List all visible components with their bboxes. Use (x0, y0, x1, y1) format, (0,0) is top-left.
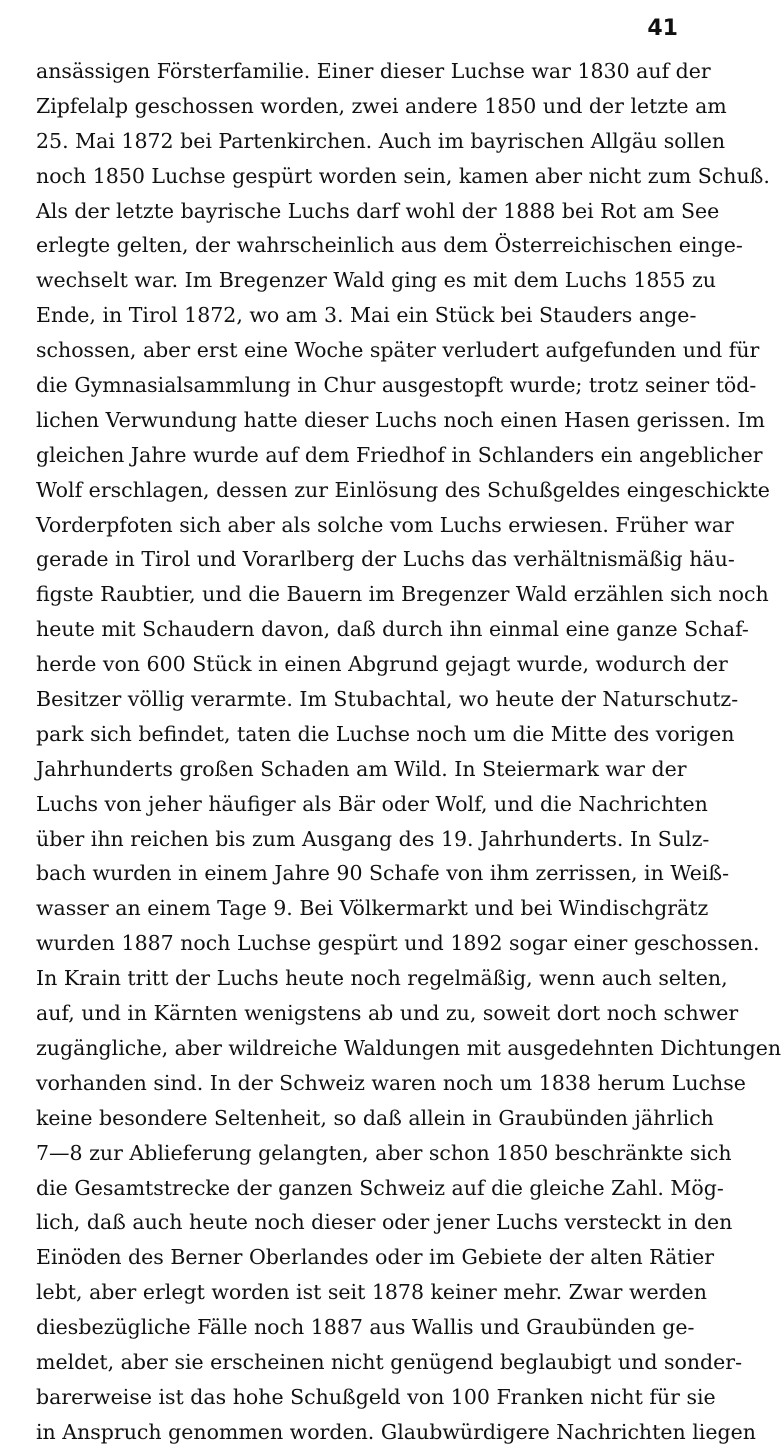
text-line: lich, daß auch heute noch dieser oder jener Luchs versteckt in den (36, 1210, 733, 1235)
text-line: In Krain tritt der Luchs heute noch regelmäßig, wenn auch selten, (36, 966, 728, 991)
text-line: Luchs von jeher häufiger als Bär oder Wolf, und die Nachrichten (36, 791, 708, 816)
text-line: auf, und in Kärnten wenigstens ab und zu, soweit dort noch schwer (36, 1001, 739, 1026)
text-line: figste Raubtier, und die Bauern im Bregenzer Wald erzählen sich noch (36, 582, 769, 607)
text-line: wurden 1887 noch Luchse gespürt und 1892 sogar einer geschossen. (36, 931, 760, 956)
text-line: erlegte gelten, der wahrscheinlich aus dem Österreichischen einge- (36, 233, 743, 258)
text-line: 7—8 zur Ablieferung gelangten, aber schon 1850 beschränkte sich (36, 1140, 732, 1165)
text-line: keine besondere Seltenheit, so daß allein in Graubünden jährlich (36, 1105, 714, 1130)
text-line: lichen Verwundung hatte dieser Luchs noch einen Hasen gerissen. Im (36, 407, 766, 432)
text-line: die Gesamtstrecke der ganzen Schweiz auf die gleiche Zahl. Mög- (36, 1175, 724, 1200)
text-line: Besitzer völlig verarmte. Im Stubachtal, wo heute der Naturschutz- (36, 687, 739, 712)
page-number: 41 (647, 16, 678, 41)
text-line: heute mit Schaudern davon, daß durch ihn einmal eine ganze Schaf- (36, 617, 749, 642)
text-line: noch 1850 Luchse gespürt worden sein, kamen aber nicht zum Schuß. (36, 163, 770, 188)
text-line: zugängliche, aber wildreiche Waldungen mit ausgedehnten Dichtungen (36, 1035, 781, 1060)
text-line: in Anspruch genommen worden. Glaubwürdigere Nachrichten liegen (36, 1419, 756, 1444)
text-line: meldet, aber sie erscheinen nicht genügend beglaubigt und sonder- (36, 1349, 743, 1374)
text-line: ansässigen Försterfamilie. Einer dieser Luchse war 1830 auf der (36, 59, 711, 83)
text-line: wasser an einem Tage 9. Bei Völkermarkt und bei Windischgrätz (36, 896, 709, 921)
text-line: Jahrhunderts großen Schaden am Wild. In Steiermark war der (36, 756, 687, 781)
text-line: gleichen Jahre wurde auf dem Friedhof in Schlanders ein angeblicher (36, 442, 763, 467)
text-line: barerweise ist das hohe Schußgeld von 100 Franken nicht für sie (36, 1384, 716, 1409)
text-line: Als der letzte bayrische Luchs darf wohl der 1888 bei Rot am See (36, 198, 720, 223)
text-line: Ende, in Tirol 1872, wo am 3. Mai ein Stück bei Stauders ange- (36, 303, 697, 328)
text-line: wechselt war. Im Bregenzer Wald ging es mit dem Luchs 1855 zu (36, 268, 717, 293)
text-line: Wolf erschlagen, dessen zur Einlösung des Schußgeldes eingeschickte (36, 477, 770, 502)
text-line: Zipfelalp geschossen worden, zwei andere 1850 und der letzte am (36, 93, 727, 118)
text-line: lebt, aber erlegt worden ist seit 1878 keiner mehr. Zwar werden (36, 1280, 707, 1305)
text-line: park sich befindet, taten die Luchse noch um die Mitte des vorigen (36, 721, 735, 746)
text-line: Einöden des Berner Oberlandes oder im Gebiete der alten Rätier (36, 1245, 715, 1270)
text-line: gerade in Tirol und Vorarlberg der Luchs das verhältnismäßig häu- (36, 547, 735, 572)
text-line: Vorderpfoten sich aber als solche vom Luchs erwiesen. Früher war (36, 512, 734, 537)
text-line: herde von 600 Stück in einen Abgrund gejagt wurde, wodurch der (36, 652, 728, 677)
text-line: die Gymnasialsammlung in Chur ausgestopft wurde; trotz seiner töd- (36, 373, 757, 398)
text-line: diesbezügliche Fälle noch 1887 aus Wallis und Graubünden ge- (36, 1315, 695, 1340)
text-line: über ihn reichen bis zum Ausgang des 19. Jahrhunderts. In Sulz- (36, 826, 710, 851)
text-line: bach wurden in einem Jahre 90 Schafe von ihm zerrissen, in Weiß- (36, 861, 730, 886)
text-line: vorhanden sind. In der Schweiz waren noch um 1838 herum Luchse (36, 1070, 746, 1095)
text-line: schossen, aber erst eine Woche später verludert aufgefunden und für (36, 338, 760, 363)
text-line: 25. Mai 1872 bei Partenkirchen. Auch im bayrischen Allgäu sollen (36, 128, 726, 153)
body-text (36, 54, 781, 1450)
